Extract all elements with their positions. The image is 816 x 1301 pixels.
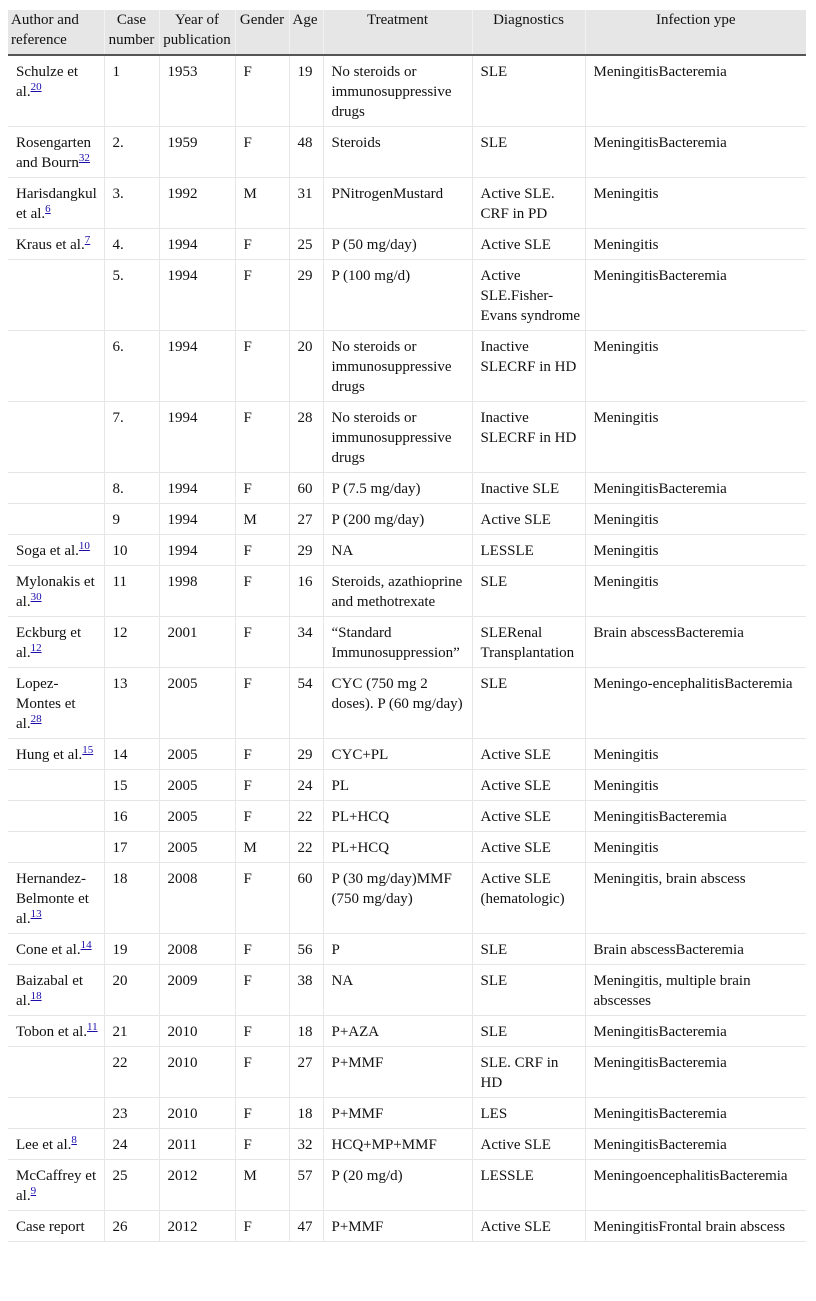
author-name: Soga et al. [16, 543, 79, 559]
infection-type-cell: MeningitisBacteremia [585, 55, 806, 127]
author-name: Schulze et al. [16, 64, 79, 100]
infection-type-cell: Brain abscessBacteremia [585, 617, 806, 668]
age-cell: 20 [289, 331, 323, 402]
year-cell: 2005 [159, 739, 235, 770]
author-cell [8, 617, 104, 668]
age-cell: 60 [289, 473, 323, 504]
treatment-cell: No steroids or immunosuppressive drugs [323, 55, 472, 127]
header-author: Author and reference [8, 10, 104, 55]
treatment-cell: P (100 mg/d) [323, 260, 472, 331]
author-cell [8, 566, 104, 617]
author-name: Rosengarten and Bourn [16, 135, 91, 171]
diagnostics-cell: SLE. CRF in HD [472, 1047, 585, 1098]
year-cell: 1994 [159, 402, 235, 473]
gender-cell: F [235, 331, 289, 402]
table-row [8, 178, 806, 229]
infection-type-cell: MeningitisBacteremia [585, 260, 806, 331]
gender-cell: M [235, 504, 289, 535]
age-cell: 29 [289, 260, 323, 331]
infection-type-cell: MeningitisBacteremia [585, 1016, 806, 1047]
author-cell [8, 1129, 104, 1160]
table-row [8, 965, 806, 1016]
reference-link[interactable]: 12 [30, 642, 42, 654]
reference-link[interactable]: 18 [30, 990, 42, 1002]
gender-cell: F [235, 739, 289, 770]
table-row [8, 566, 806, 617]
gender-cell: F [235, 535, 289, 566]
author-cell [8, 770, 104, 801]
reference-link[interactable]: 14 [80, 939, 92, 951]
infection-type-cell: MeningitisBacteremia [585, 473, 806, 504]
case-number-cell: 9 [104, 504, 159, 535]
year-cell: 2005 [159, 832, 235, 863]
case-number-cell: 4. [104, 229, 159, 260]
age-cell: 31 [289, 178, 323, 229]
diagnostics-cell: LESSLE [472, 535, 585, 566]
case-number-cell: 24 [104, 1129, 159, 1160]
year-cell: 1992 [159, 178, 235, 229]
infection-type-cell: Meningitis [585, 229, 806, 260]
author-name: Lee et al. [16, 1137, 72, 1153]
infection-type-cell: Meningitis [585, 402, 806, 473]
reference-link[interactable]: 13 [30, 908, 42, 920]
author-name: Hernandez-Belmonte et al. [16, 871, 89, 927]
header-row [8, 10, 806, 55]
table-row [8, 1211, 806, 1242]
diagnostics-cell: SLE [472, 55, 585, 127]
gender-cell: M [235, 178, 289, 229]
case-number-cell: 10 [104, 535, 159, 566]
table-row [8, 668, 806, 739]
diagnostics-cell: SLE [472, 127, 585, 178]
diagnostics-cell: Active SLE [472, 1211, 585, 1242]
case-number-cell: 20 [104, 965, 159, 1016]
infection-type-cell: MeningitisBacteremia [585, 1047, 806, 1098]
reference-link[interactable]: 15 [82, 744, 94, 756]
treatment-cell: Steroids, azathioprine and methotrexate [323, 566, 472, 617]
gender-cell: F [235, 668, 289, 739]
treatment-cell: PL [323, 770, 472, 801]
case-number-cell: 8. [104, 473, 159, 504]
age-cell: 38 [289, 965, 323, 1016]
age-cell: 47 [289, 1211, 323, 1242]
reference-link[interactable]: 10 [78, 540, 90, 552]
treatment-cell: P+AZA [323, 1016, 472, 1047]
treatment-cell: CYC+PL [323, 739, 472, 770]
diagnostics-cell: Active SLE [472, 770, 585, 801]
diagnostics-cell: Active SLE [472, 1129, 585, 1160]
age-cell: 27 [289, 504, 323, 535]
author-cell [8, 1047, 104, 1098]
case-number-cell: 1 [104, 55, 159, 127]
author-cell [8, 504, 104, 535]
case-number-cell: 13 [104, 668, 159, 739]
author-cell [8, 863, 104, 934]
year-cell: 1994 [159, 473, 235, 504]
diagnostics-cell: Inactive SLECRF in HD [472, 331, 585, 402]
table-row [8, 55, 806, 127]
year-cell: 2012 [159, 1160, 235, 1211]
treatment-cell: No steroids or immunosuppressive drugs [323, 331, 472, 402]
diagnostics-cell: Active SLE.Fisher-Evans syndrome [472, 260, 585, 331]
infection-type-cell: Meningitis [585, 566, 806, 617]
gender-cell: F [235, 566, 289, 617]
table-row [8, 473, 806, 504]
infection-type-cell: MeningitisBacteremia [585, 1129, 806, 1160]
infection-type-cell: Meningitis [585, 832, 806, 863]
reference-link[interactable]: 20 [30, 81, 42, 93]
reference-link[interactable]: 7 [84, 234, 91, 246]
age-cell: 16 [289, 566, 323, 617]
case-table [8, 10, 806, 1242]
infection-type-cell: Meningitis, brain abscess [585, 863, 806, 934]
age-cell: 57 [289, 1160, 323, 1211]
diagnostics-cell: Active SLE (hematologic) [472, 863, 585, 934]
author-cell [8, 965, 104, 1016]
gender-cell: M [235, 832, 289, 863]
case-number-cell: 7. [104, 402, 159, 473]
treatment-cell: P (30 mg/day)MMF (750 mg/day) [323, 863, 472, 934]
treatment-cell: P+MMF [323, 1211, 472, 1242]
gender-cell: F [235, 934, 289, 965]
treatment-cell: HCQ+MP+MMF [323, 1129, 472, 1160]
case-number-cell: 22 [104, 1047, 159, 1098]
reference-link[interactable]: 6 [45, 203, 51, 215]
table-row [8, 260, 806, 331]
diagnostics-cell: Active SLE [472, 504, 585, 535]
reference-link[interactable]: 8 [71, 1134, 77, 1146]
age-cell: 29 [289, 535, 323, 566]
age-cell: 25 [289, 229, 323, 260]
diagnostics-cell: Active SLE [472, 801, 585, 832]
age-cell: 19 [289, 55, 323, 127]
treatment-cell: NA [323, 965, 472, 1016]
gender-cell: F [235, 1211, 289, 1242]
gender-cell: F [235, 260, 289, 331]
year-cell: 1994 [159, 331, 235, 402]
case-number-cell: 11 [104, 566, 159, 617]
treatment-cell: PNitrogenMustard [323, 178, 472, 229]
author-cell [8, 55, 104, 127]
author-name: Harisdangkul et al. [16, 186, 97, 222]
treatment-cell: P [323, 934, 472, 965]
table-row [8, 801, 806, 832]
age-cell: 56 [289, 934, 323, 965]
case-number-cell: 25 [104, 1160, 159, 1211]
treatment-cell: P+MMF [323, 1098, 472, 1129]
age-cell: 24 [289, 770, 323, 801]
age-cell: 22 [289, 832, 323, 863]
year-cell: 2005 [159, 770, 235, 801]
author-cell [8, 473, 104, 504]
year-cell: 1994 [159, 260, 235, 331]
age-cell: 48 [289, 127, 323, 178]
infection-type-cell: Meningitis [585, 331, 806, 402]
author-name: Lopez-Montes et al. [16, 676, 76, 732]
treatment-cell: P (200 mg/day) [323, 504, 472, 535]
year-cell: 2011 [159, 1129, 235, 1160]
author-cell [8, 1016, 104, 1047]
table-row [8, 1160, 806, 1211]
diagnostics-cell: LES [472, 1098, 585, 1129]
diagnostics-cell: Inactive SLE [472, 473, 585, 504]
age-cell: 18 [289, 1016, 323, 1047]
case-number-cell: 18 [104, 863, 159, 934]
case-number-cell: 3. [104, 178, 159, 229]
author-name: Baizabal et al. [16, 973, 84, 1009]
case-number-cell: 19 [104, 934, 159, 965]
header-diagnostics: Diagnostics [472, 10, 585, 55]
infection-type-cell: Brain abscessBacteremia [585, 934, 806, 965]
author-cell [8, 1211, 104, 1242]
author-cell [8, 229, 104, 260]
reference-link[interactable]: 32 [78, 152, 90, 164]
year-cell: 1959 [159, 127, 235, 178]
table-row [8, 617, 806, 668]
infection-type-cell: MeningoencephalitisBacteremia [585, 1160, 806, 1211]
gender-cell: F [235, 770, 289, 801]
age-cell: 32 [289, 1129, 323, 1160]
treatment-cell: P (50 mg/day) [323, 229, 472, 260]
case-number-cell: 5. [104, 260, 159, 331]
header-age: Age [289, 10, 323, 55]
reference-link[interactable]: 28 [30, 713, 42, 725]
diagnostics-cell: Active SLE [472, 832, 585, 863]
treatment-cell: NA [323, 535, 472, 566]
author-name: Eckburg et al. [16, 625, 82, 661]
infection-type-cell: Meningitis [585, 770, 806, 801]
treatment-cell: No steroids or immunosuppressive drugs [323, 402, 472, 473]
infection-type-cell: MeningitisFrontal brain abscess [585, 1211, 806, 1242]
treatment-cell: P+MMF [323, 1047, 472, 1098]
gender-cell: F [235, 55, 289, 127]
table-row [8, 229, 806, 260]
author-name: Hung et al. [16, 747, 83, 763]
year-cell: 2001 [159, 617, 235, 668]
author-cell [8, 832, 104, 863]
table-row [8, 1016, 806, 1047]
diagnostics-cell: SLE [472, 934, 585, 965]
author-name: McCaffrey et al. [16, 1168, 97, 1204]
case-number-cell: 12 [104, 617, 159, 668]
table-row [8, 331, 806, 402]
table-row [8, 402, 806, 473]
author-cell [8, 331, 104, 402]
case-number-cell: 16 [104, 801, 159, 832]
infection-type-cell: Meningitis [585, 504, 806, 535]
author-cell [8, 934, 104, 965]
gender-cell: F [235, 1098, 289, 1129]
gender-cell: F [235, 229, 289, 260]
gender-cell: F [235, 1016, 289, 1047]
gender-cell: F [235, 127, 289, 178]
table-row [8, 934, 806, 965]
table-row [8, 1098, 806, 1129]
table-row [8, 504, 806, 535]
case-number-cell: 26 [104, 1211, 159, 1242]
infection-type-cell: MeningitisBacteremia [585, 801, 806, 832]
author-cell [8, 402, 104, 473]
year-cell: 2010 [159, 1047, 235, 1098]
age-cell: 54 [289, 668, 323, 739]
year-cell: 2008 [159, 934, 235, 965]
year-cell: 1994 [159, 504, 235, 535]
year-cell: 2010 [159, 1098, 235, 1129]
header-case-number: Case number [104, 10, 159, 55]
case-number-cell: 14 [104, 739, 159, 770]
year-cell: 1994 [159, 535, 235, 566]
table-row [8, 1047, 806, 1098]
diagnostics-cell: Inactive SLECRF in HD [472, 402, 585, 473]
gender-cell: F [235, 473, 289, 504]
year-cell: 1994 [159, 229, 235, 260]
treatment-cell: CYC (750 mg 2 doses). P (60 mg/day) [323, 668, 472, 739]
diagnostics-cell: Active SLE [472, 229, 585, 260]
gender-cell: F [235, 801, 289, 832]
table-row [8, 770, 806, 801]
case-number-cell: 6. [104, 331, 159, 402]
author-cell [8, 178, 104, 229]
table-row [8, 863, 806, 934]
diagnostics-cell: LESSLE [472, 1160, 585, 1211]
gender-cell: F [235, 965, 289, 1016]
infection-type-cell: MeningitisBacteremia [585, 127, 806, 178]
author-cell [8, 739, 104, 770]
author-cell [8, 127, 104, 178]
header-gender: Gender [235, 10, 289, 55]
year-cell: 2010 [159, 1016, 235, 1047]
age-cell: 18 [289, 1098, 323, 1129]
author-cell [8, 668, 104, 739]
table-row [8, 535, 806, 566]
infection-type-cell: Meningo-encephalitisBacteremia [585, 668, 806, 739]
case-number-cell: 2. [104, 127, 159, 178]
diagnostics-cell: SLE [472, 566, 585, 617]
age-cell: 29 [289, 739, 323, 770]
author-cell [8, 801, 104, 832]
gender-cell: F [235, 1129, 289, 1160]
author-cell [8, 535, 104, 566]
diagnostics-cell: Active SLE [472, 739, 585, 770]
treatment-cell: P (7.5 mg/day) [323, 473, 472, 504]
header-infection-type: Infection ype [585, 10, 806, 55]
treatment-cell: P (20 mg/d) [323, 1160, 472, 1211]
treatment-cell: PL+HCQ [323, 832, 472, 863]
case-number-cell: 15 [104, 770, 159, 801]
year-cell: 1953 [159, 55, 235, 127]
author-name: Tobon et al. [16, 1024, 88, 1040]
author-cell [8, 1098, 104, 1129]
case-number-cell: 21 [104, 1016, 159, 1047]
treatment-cell: PL+HCQ [323, 801, 472, 832]
diagnostics-cell: SLE [472, 1016, 585, 1047]
infection-type-cell: Meningitis [585, 535, 806, 566]
case-number-cell: 23 [104, 1098, 159, 1129]
infection-type-cell: MeningitisBacteremia [585, 1098, 806, 1129]
year-cell: 2008 [159, 863, 235, 934]
case-number-cell: 17 [104, 832, 159, 863]
diagnostics-cell: Active SLE. CRF in PD [472, 178, 585, 229]
infection-type-cell: Meningitis, multiple brain abscesses [585, 965, 806, 1016]
age-cell: 60 [289, 863, 323, 934]
author-cell [8, 1160, 104, 1211]
reference-link[interactable]: 30 [30, 591, 42, 603]
diagnostics-cell: SLE [472, 668, 585, 739]
gender-cell: F [235, 1047, 289, 1098]
year-cell: 2005 [159, 801, 235, 832]
table-row [8, 127, 806, 178]
gender-cell: M [235, 1160, 289, 1211]
author-name: Cone et al. [16, 942, 81, 958]
reference-link[interactable]: 11 [87, 1021, 98, 1033]
reference-link[interactable]: 9 [30, 1185, 37, 1197]
age-cell: 27 [289, 1047, 323, 1098]
treatment-cell: Steroids [323, 127, 472, 178]
infection-type-cell: Meningitis [585, 178, 806, 229]
diagnostics-cell: SLERenal Transplantation [472, 617, 585, 668]
gender-cell: F [235, 402, 289, 473]
author-name: Mylonakis et al. [16, 574, 95, 610]
header-year: Year of publication [159, 10, 235, 55]
gender-cell: F [235, 863, 289, 934]
diagnostics-cell: SLE [472, 965, 585, 1016]
header-treatment: Treatment [323, 10, 472, 55]
table-row [8, 739, 806, 770]
age-cell: 28 [289, 402, 323, 473]
gender-cell: F [235, 617, 289, 668]
year-cell: 2012 [159, 1211, 235, 1242]
author-name: Kraus et al. [16, 237, 85, 253]
infection-type-cell: Meningitis [585, 739, 806, 770]
year-cell: 2009 [159, 965, 235, 1016]
year-cell: 2005 [159, 668, 235, 739]
table-row [8, 1129, 806, 1160]
author-cell [8, 260, 104, 331]
year-cell: 1998 [159, 566, 235, 617]
treatment-cell: “Standard Immunosuppression” [323, 617, 472, 668]
age-cell: 22 [289, 801, 323, 832]
table-row [8, 832, 806, 863]
age-cell: 34 [289, 617, 323, 668]
author-name: Case report [16, 1219, 85, 1235]
